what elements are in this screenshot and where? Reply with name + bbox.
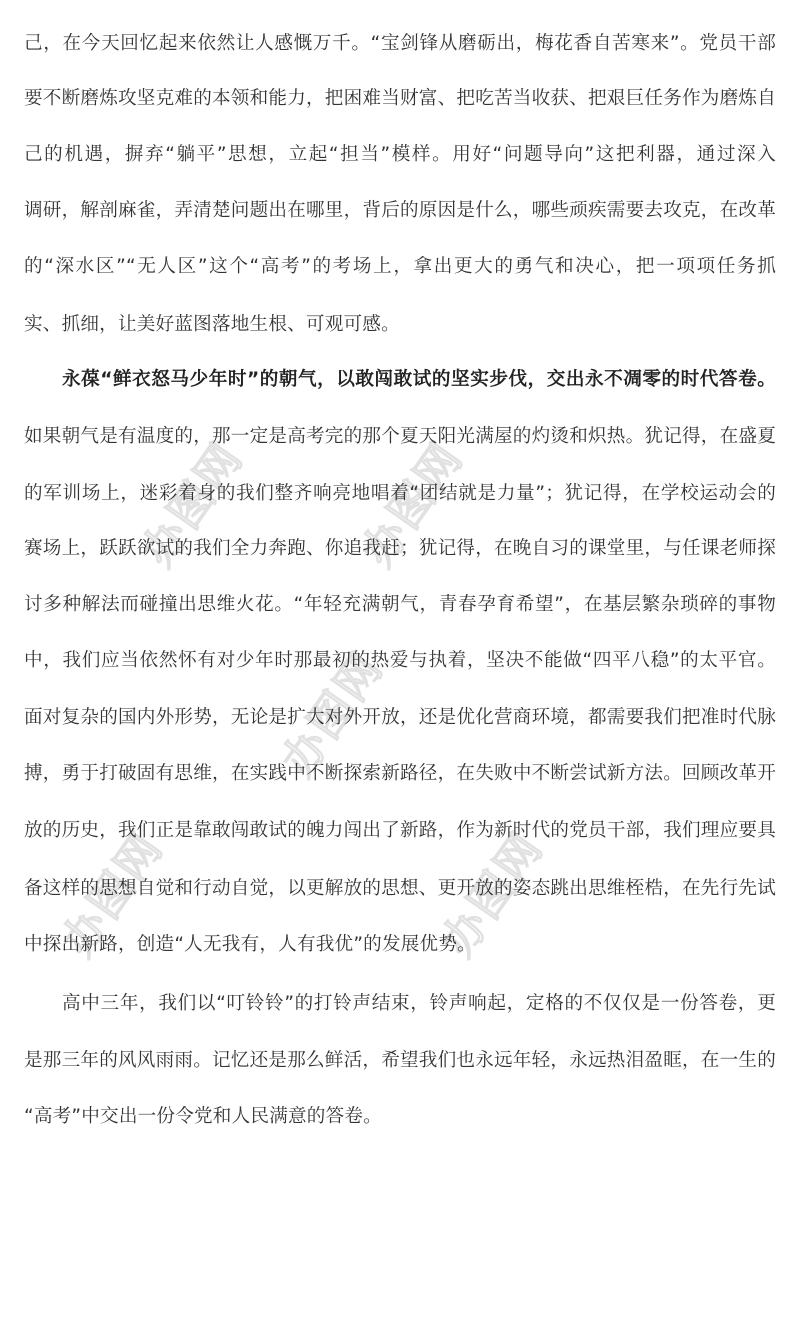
text-line: 高中三年，我们以“叮铃铃”的打铃声结束，铃声响起，定格的不仅仅是一份答卷，更 <box>62 993 776 1014</box>
text-line: 如果朝气是有温度的，那一定是高考完的那个夏天阳光满屋的灼烫和炽热。犹记得，在盛夏 <box>24 426 776 447</box>
text-line: 中探出新路，创造“人无我有，人有我优”的发展优势。 <box>24 934 476 955</box>
section-heading-line <box>62 365 776 395</box>
text-line: 讨多种解法而碰撞出思维火花。“年轻充满朝气，青春孕育希望”，在基层繁杂琐碎的事物 <box>24 594 776 615</box>
text-line: 的军训场上，迷彩着身的我们整齐响亮地唱着“团结就是力量”；犹记得，在学校运动会的 <box>24 483 776 504</box>
text-line: 中，我们应当依然怀有对少年时那最初的热爱与执着，坚决不能做“四平八稳”的太平官。 <box>24 650 776 671</box>
text-line: 是那三年的风风雨雨。记忆还是那么鲜活，希望我们也永远年轻，永远热泪盈眶，在一生的 <box>24 1050 776 1071</box>
text-line: 调研，解剖麻雀，弄清楚问题出在哪里，背后的原因是什么，哪些顽疾需要去攻克，在改革 <box>24 200 776 221</box>
text-line: 放的历史，我们正是靠敢闯敢试的魄力闯出了新路，作为新时代的党员干部，我们理应要具 <box>24 820 776 841</box>
text-line: 备这样的思想自觉和行动自觉，以更解放的思想、更开放的姿态跳出思维桎梏，在先行先试 <box>24 878 776 899</box>
watermark-text: 办图网 <box>52 823 174 966</box>
watermark-text: 办图网 <box>272 643 394 786</box>
text-line: 实、抓细，让美好蓝图落地生根、可观可感。 <box>24 314 400 335</box>
section-heading: 永葆“鲜衣怒马少年时”的朝气，以敢闯敢试的坚实步伐，交出永不凋零的时代答卷。 <box>62 369 776 390</box>
text-line: 搏，勇于打破固有思维，在实践中不断探索新路径，在失败中不断尝试新方法。回顾改革开 <box>24 763 776 784</box>
text-line: 己，在今天回忆起来依然让人感慨万千。“宝剑锋从磨砺出，梅花香自苦寒来”。党员干部 <box>24 33 776 54</box>
watermark-text: 办图网 <box>132 433 254 576</box>
text-line: 的“深水区”“无人区”这个“高考”的考场上，拿出更大的勇气和决心，把一项项任务抓 <box>24 256 776 277</box>
text-line: 要不断磨炼攻坚克难的本领和能力，把困难当财富、把吃苦当收获、把艰巨任务作为磨炼自 <box>24 88 776 109</box>
text-line: 己的机遇，摒弃“躺平”思想，立起“担当”模样。用好“问题导向”这把利器，通过深入 <box>24 144 776 165</box>
text-line: “高考”中交出一份令党和人民满意的答卷。 <box>24 1106 382 1127</box>
watermark-text: 办图网 <box>432 823 554 966</box>
text-line: 面对复杂的国内外形势，无论是扩大对外开放，还是优化营商环境，都需要我们把准时代脉 <box>24 707 776 728</box>
watermark-text: 办图网 <box>352 433 474 576</box>
text-line: 赛场上，跃跃欲试的我们全力奔跑、你追我赶；犹记得，在晚自习的课堂里，与任课老师探 <box>24 538 776 559</box>
